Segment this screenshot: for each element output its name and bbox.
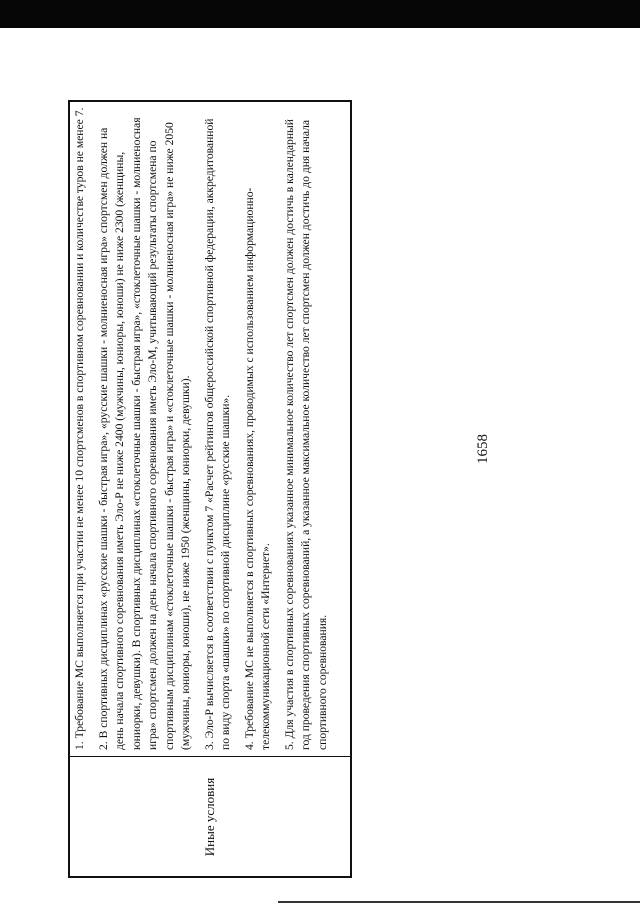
- condition-paragraph-1: 1. Требование МС выполняется при участии не менее 10 спортсменов в спортивном соревновании и количестве туров не менее 7.: [73, 107, 86, 750]
- condition-paragraph-5: 5. Для участия в спортивных соревнованиях указанное минимальное количество лет спортсмен должен достичь в календарный год проведения спортивных соревнований, а указанное максимальное количество лет спортсмен должен достичь до дня начала спортивного соревнования.: [282, 118, 329, 750]
- table-label: Иные условия: [202, 777, 217, 857]
- condition-paragraph-3: 3. Эло-Р вычисляется в соответствии с пунктом 7 «Расчет рейтингов общероссийской спортивной федерации, аккредитованной по виду спорта «шашки» по спортивной дисциплине «русские шашки».: [202, 118, 232, 750]
- condition-paragraph-2: 2. В спортивных дисциплинах «русские шашки - быстрая игра», «русские шашки - молниеносная игра» спортсмен должен на день начала спортивного соревнования иметь Эло-Р не ниже 2400 (мужчины, юниоры, юноши) не ниже 2300 (женщины, юниорки, девушки). В спортивных дисциплинах «стоклеточные шашки - быстрая игра», «стоклеточные шашки - молниеносная игра» спортсмен должен на день начала спортивного соревнования иметь Эло-М, учитывающий результаты спортсмена по спортивным дисциплинам «стоклеточные шашки - быстрая игра» и «стоклеточные шашки - молниеносная игра» не ниже 2050 (мужчины, юниоры, юноши), не ниже 1950 (женщины, юниорки, девушки).: [96, 117, 192, 750]
- scan-bottom-line: [278, 901, 640, 903]
- table-label-cell: [70, 758, 350, 876]
- table-column-divider: [68, 756, 352, 757]
- condition-paragraph-4: 4. Требование МС не выполняется в спортивных соревнованиях, проводимых с использованием информационно-телекоммуникационной сети «Интернет».: [242, 187, 272, 750]
- table-content-cell: [70, 102, 350, 754]
- page-number: 1658: [475, 434, 491, 464]
- scan-top-border: [0, 0, 640, 28]
